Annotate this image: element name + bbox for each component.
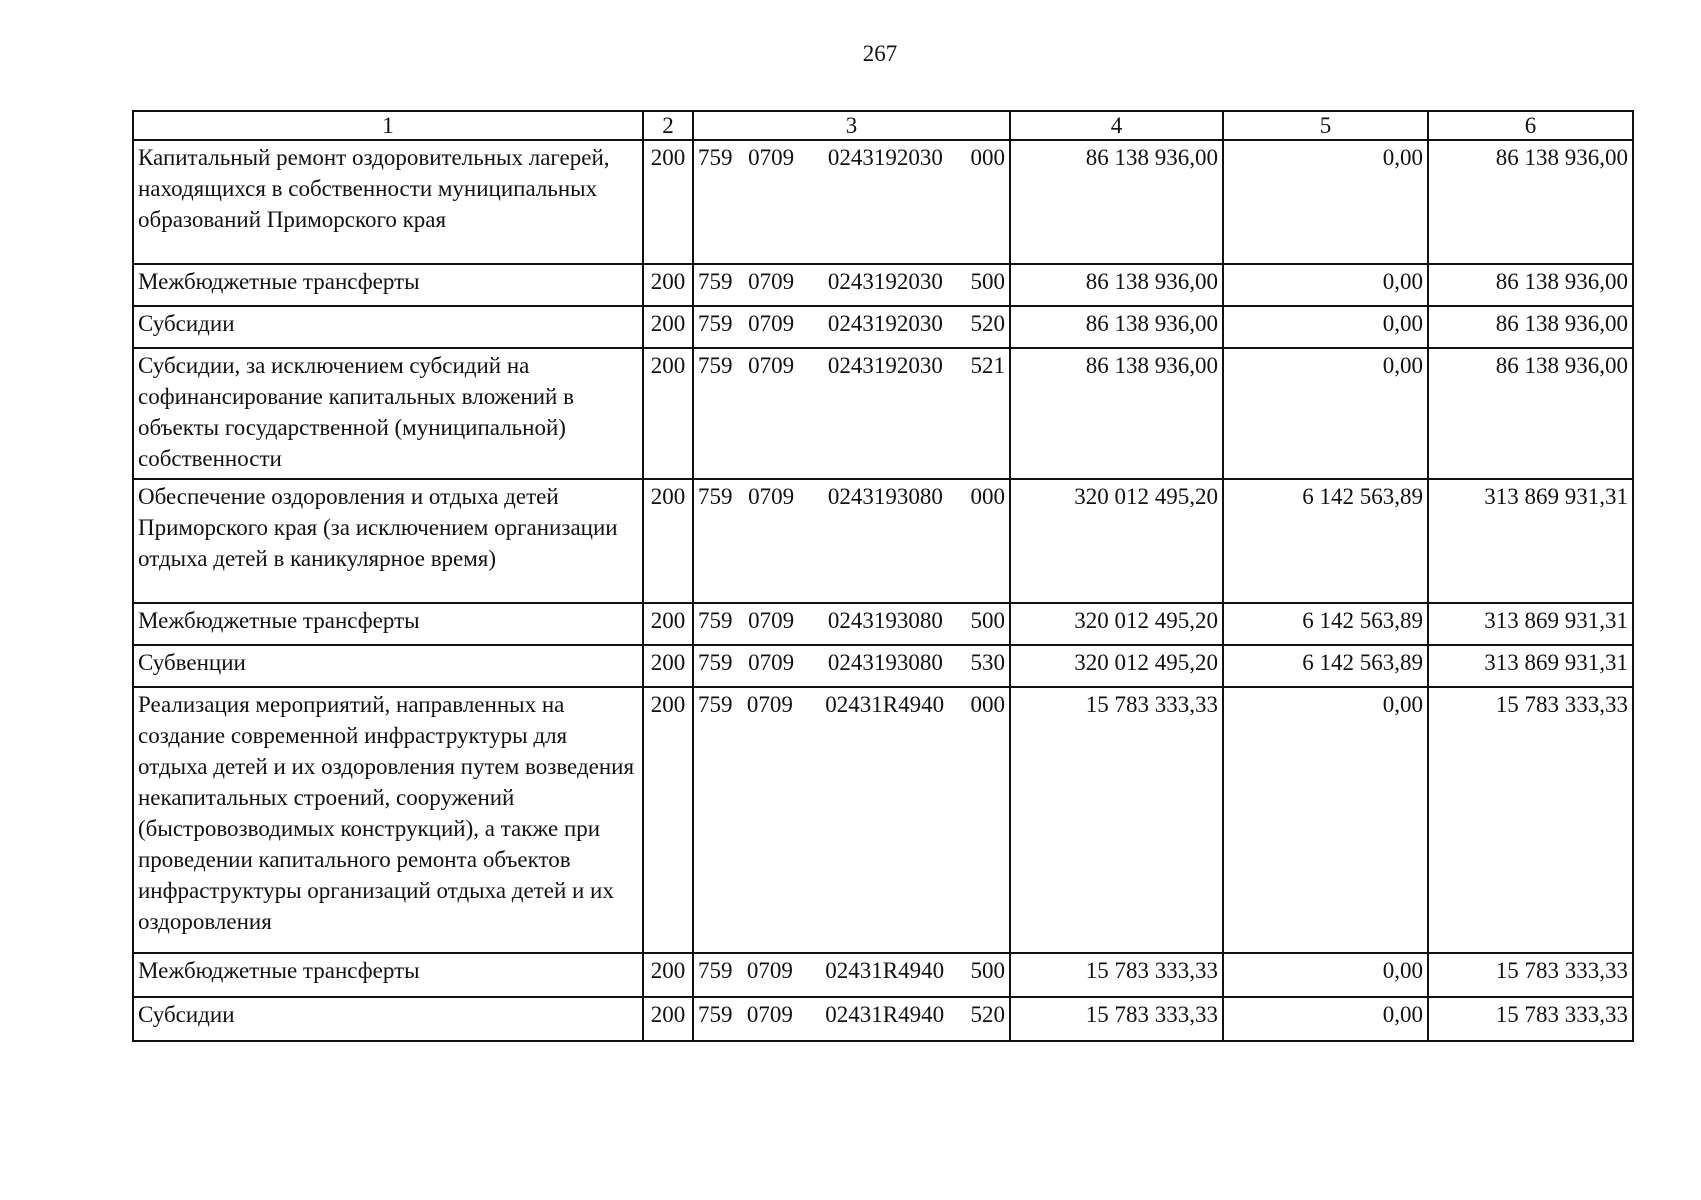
code-kvr: 000: [970, 145, 1005, 170]
budget-code: [698, 647, 1005, 678]
row-col2: 200: [643, 264, 693, 306]
row-name: Капитальный ремонт оздоровительных лагерей, находящихся в собственности муниципальных образований Приморского края: [133, 140, 643, 264]
header-cell-4: 4: [1010, 111, 1223, 140]
row-col6: 86 138 936,00: [1428, 348, 1633, 479]
table-row: [133, 264, 1633, 306]
code-kcsr: 0243192030: [827, 311, 943, 336]
code-grbs: 759: [698, 958, 733, 983]
row-col5: 6 142 563,89: [1223, 479, 1428, 603]
code-kvr: 521: [970, 353, 1005, 378]
budget-code: [698, 481, 1005, 512]
code-kcsr: 0243193080: [827, 608, 943, 633]
header-row: [133, 111, 1633, 140]
row-col5: 6 142 563,89: [1223, 603, 1428, 645]
row-name: Межбюджетные трансферты: [133, 603, 643, 645]
row-col6: 15 783 333,33: [1428, 997, 1633, 1041]
code-kvr: 520: [970, 311, 1005, 336]
row-col4: 15 783 333,33: [1010, 953, 1223, 997]
row-code-cell: [693, 348, 1010, 479]
row-col2: 200: [643, 997, 693, 1041]
header-cell-2: 2: [643, 111, 693, 140]
code-rz: 0709: [748, 145, 795, 170]
code-kvr: 500: [970, 269, 1005, 294]
row-col6: 86 138 936,00: [1428, 140, 1633, 264]
code-rz: 0709: [748, 353, 795, 378]
row-name: Субсидии: [133, 997, 643, 1041]
code-rz: 0709: [748, 484, 795, 509]
row-col4: 86 138 936,00: [1010, 264, 1223, 306]
header-cell-5: 5: [1223, 111, 1428, 140]
table-row: [133, 603, 1633, 645]
code-kvr: 520: [970, 1002, 1005, 1027]
row-col6: 313 869 931,31: [1428, 603, 1633, 645]
row-col4: 86 138 936,00: [1010, 348, 1223, 479]
row-col5: 0,00: [1223, 348, 1428, 479]
row-code-cell: [693, 645, 1010, 687]
code-kcsr: 0243192030: [827, 269, 943, 294]
row-col5: 0,00: [1223, 264, 1428, 306]
row-code-cell: [693, 687, 1010, 953]
row-name: Субсидии: [133, 306, 643, 348]
code-kvr: 000: [970, 484, 1005, 509]
row-col5: 0,00: [1223, 953, 1428, 997]
header-cell-6: 6: [1428, 111, 1633, 140]
budget-table: [132, 110, 1634, 1042]
budget-code: [698, 689, 1005, 720]
code-grbs: 759: [698, 269, 733, 294]
row-name: Субвенции: [133, 645, 643, 687]
header-cell-1: 1: [133, 111, 643, 140]
row-col6: 86 138 936,00: [1428, 306, 1633, 348]
row-col2: 200: [643, 603, 693, 645]
code-kcsr: 02431R4940: [825, 958, 945, 983]
code-kcsr: 0243192030: [827, 145, 943, 170]
row-col4: 15 783 333,33: [1010, 997, 1223, 1041]
table-body: [133, 140, 1633, 1041]
code-grbs: 759: [698, 145, 733, 170]
code-kcsr: 0243193080: [827, 484, 943, 509]
code-rz: 0709: [748, 311, 795, 336]
page-number: 267: [862, 41, 898, 66]
row-code-cell: [693, 997, 1010, 1041]
row-col5: 6 142 563,89: [1223, 645, 1428, 687]
budget-code: [698, 142, 1005, 173]
row-col2: 200: [643, 479, 693, 603]
code-grbs: 759: [698, 353, 733, 378]
code-kvr: 530: [970, 650, 1005, 675]
row-col6: 313 869 931,31: [1428, 479, 1633, 603]
row-col5: 0,00: [1223, 140, 1428, 264]
code-kcsr: 0243192030: [827, 353, 943, 378]
row-col5: 0,00: [1223, 306, 1428, 348]
code-grbs: 759: [698, 608, 733, 633]
code-grbs: 759: [698, 484, 733, 509]
row-code-cell: [693, 306, 1010, 348]
row-code-cell: [693, 479, 1010, 603]
row-col6: 313 869 931,31: [1428, 645, 1633, 687]
row-col5: 0,00: [1223, 997, 1428, 1041]
row-col4: 320 012 495,20: [1010, 603, 1223, 645]
table-row: [133, 645, 1633, 687]
row-col4: 320 012 495,20: [1010, 645, 1223, 687]
row-col4: 320 012 495,20: [1010, 479, 1223, 603]
row-col4: 15 783 333,33: [1010, 687, 1223, 953]
row-col2: 200: [643, 140, 693, 264]
code-rz: 0709: [746, 1002, 793, 1027]
code-grbs: 759: [698, 311, 733, 336]
budget-code: [698, 955, 1005, 986]
code-rz: 0709: [748, 269, 795, 294]
code-grbs: 759: [698, 1002, 733, 1027]
row-col2: 200: [643, 687, 693, 953]
table-row: [133, 479, 1633, 603]
row-name: Межбюджетные трансферты: [133, 264, 643, 306]
row-name: Обеспечение оздоровления и отдыха детей Приморского края (за исключением организации отдыха детей в каникулярное время): [133, 479, 643, 603]
row-col4: 86 138 936,00: [1010, 140, 1223, 264]
row-col2: 200: [643, 645, 693, 687]
budget-code: [698, 999, 1005, 1030]
budget-code: [698, 266, 1005, 297]
row-code-cell: [693, 603, 1010, 645]
row-col4: 86 138 936,00: [1010, 306, 1223, 348]
row-code-cell: [693, 953, 1010, 997]
code-grbs: 759: [698, 650, 733, 675]
code-rz: 0709: [748, 650, 795, 675]
code-kvr: 500: [970, 608, 1005, 633]
code-rz: 0709: [746, 958, 793, 983]
table-row: [133, 997, 1633, 1041]
row-name: Межбюджетные трансферты: [133, 953, 643, 997]
row-name: Субсидии, за исключением субсидий на софинансирование капитальных вложений в объекты государственной (муниципальной) собственности: [133, 348, 643, 479]
row-code-cell: [693, 140, 1010, 264]
row-code-cell: [693, 264, 1010, 306]
row-name: Реализация мероприятий, направленных на создание современной инфраструктуры для отдыха детей и их оздоровления путем возведения некапитальных строений, сооружений (быстровозводимых конструкций), а также при проведении капитального ремонта объектов инфраструктуры организаций отдыха детей и их оздоровления: [133, 687, 643, 953]
row-col6: 86 138 936,00: [1428, 264, 1633, 306]
table-row: [133, 140, 1633, 264]
code-kcsr: 02431R4940: [825, 692, 945, 717]
budget-code: [698, 350, 1005, 381]
code-rz: 0709: [746, 692, 793, 717]
code-kcsr: 02431R4940: [825, 1002, 945, 1027]
row-col6: 15 783 333,33: [1428, 953, 1633, 997]
budget-code: [698, 605, 1005, 636]
row-col2: 200: [643, 348, 693, 479]
header-cell-3: 3: [693, 111, 1010, 140]
row-col6: 15 783 333,33: [1428, 687, 1633, 953]
budget-code: [698, 308, 1005, 339]
code-kcsr: 0243193080: [827, 650, 943, 675]
table-row: [133, 953, 1633, 997]
row-col5: 0,00: [1223, 687, 1428, 953]
row-col2: 200: [643, 306, 693, 348]
row-col2: 200: [643, 953, 693, 997]
table-row: [133, 348, 1633, 479]
table-row: [133, 687, 1633, 953]
code-grbs: 759: [698, 692, 733, 717]
code-kvr: 500: [970, 958, 1005, 983]
code-rz: 0709: [748, 608, 795, 633]
code-kvr: 000: [970, 692, 1005, 717]
table-row: [133, 306, 1633, 348]
